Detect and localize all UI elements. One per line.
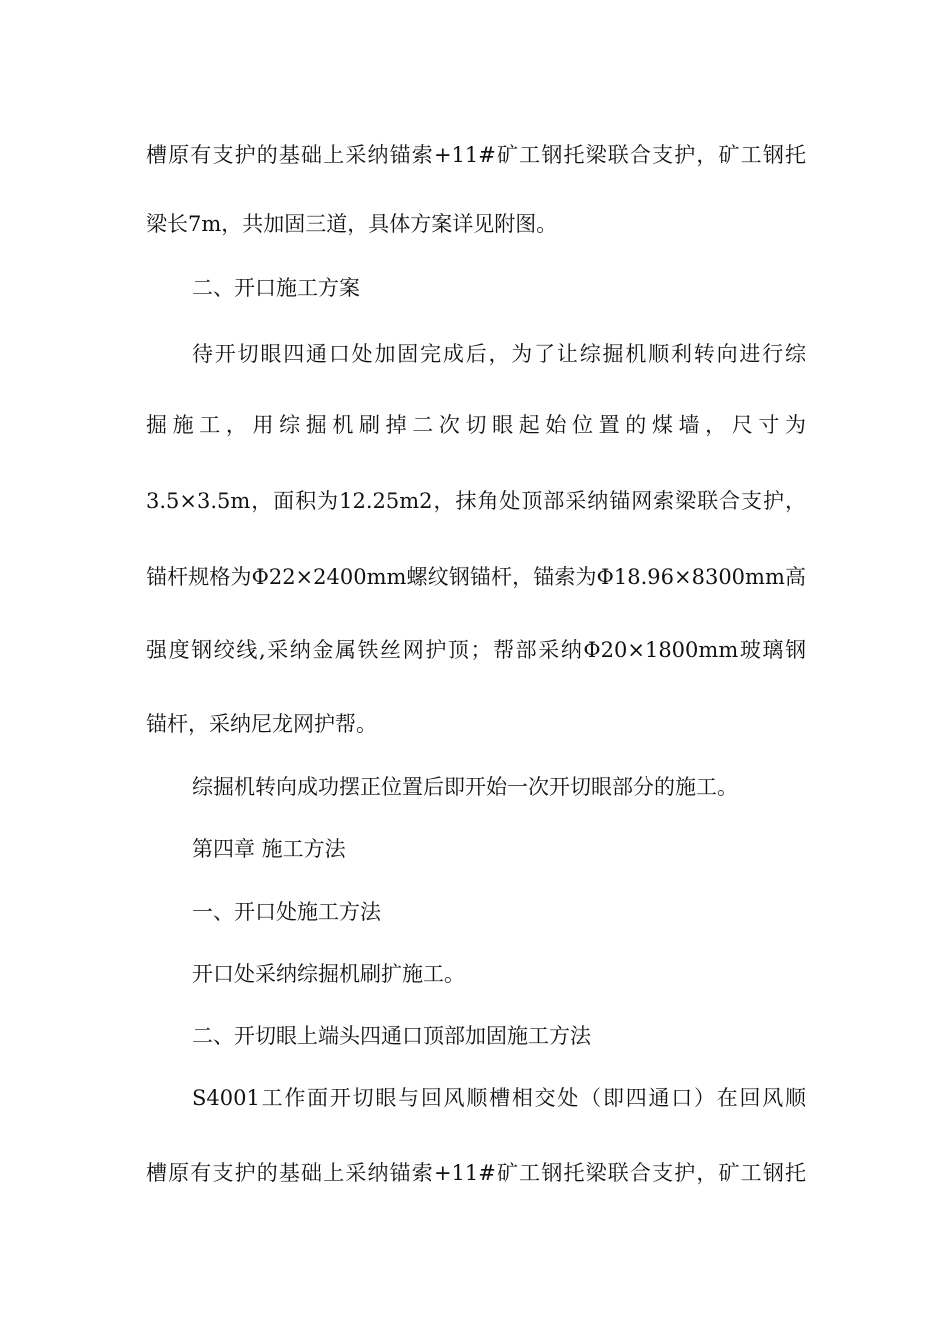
section-heading: 二、开口施工方案 [192,276,360,300]
paragraph-line: 强度钢绞线,采纳金属铁丝网护顶；帮部采纳Φ20×1800mm玻璃钢 [146,638,806,662]
paragraph-line: 梁长7m，共加固三道，具体方案详见附图。 [146,212,558,236]
paragraph-line: S4001工作面开切眼与回风顺槽相交处（即四通口）在回风顺 [192,1086,806,1110]
paragraph-line: 槽原有支护的基础上采纳锚索+11#矿工钢托梁联合支护，矿工钢托 [146,1161,806,1185]
paragraph-line: 槽原有支护的基础上采纳锚索+11#矿工钢托梁联合支护，矿工钢托 [146,143,806,167]
paragraph-line: 锚杆，采纳尼龙网护帮。 [146,712,377,736]
paragraph-line: 待开切眼四通口处加固完成后，为了让综掘机顺利转向进行综 [192,342,806,366]
chapter-heading: 第四章 施工方法 [192,837,346,861]
section-heading: 二、开切眼上端头四通口顶部加固施工方法 [192,1024,591,1048]
paragraph-line: 锚杆规格为Φ22×2400mm螺纹钢锚杆，锚索为Φ18.96×8300mm高 [146,565,806,589]
paragraph-line: 综掘机转向成功摆正位置后即开始一次开切眼部分的施工。 [192,775,738,799]
paragraph-line: 3.5×3.5m，面积为12.25m2，抹角处顶部采纳锚网索梁联合支护， [146,489,806,513]
paragraph-line: 掘施工，用综掘机刷掉二次切眼起始位置的煤墙，尺寸为 [146,413,806,437]
section-heading: 一、开口处施工方法 [192,900,381,924]
paragraph-line: 开口处采纳综掘机刷扩施工。 [192,962,465,986]
